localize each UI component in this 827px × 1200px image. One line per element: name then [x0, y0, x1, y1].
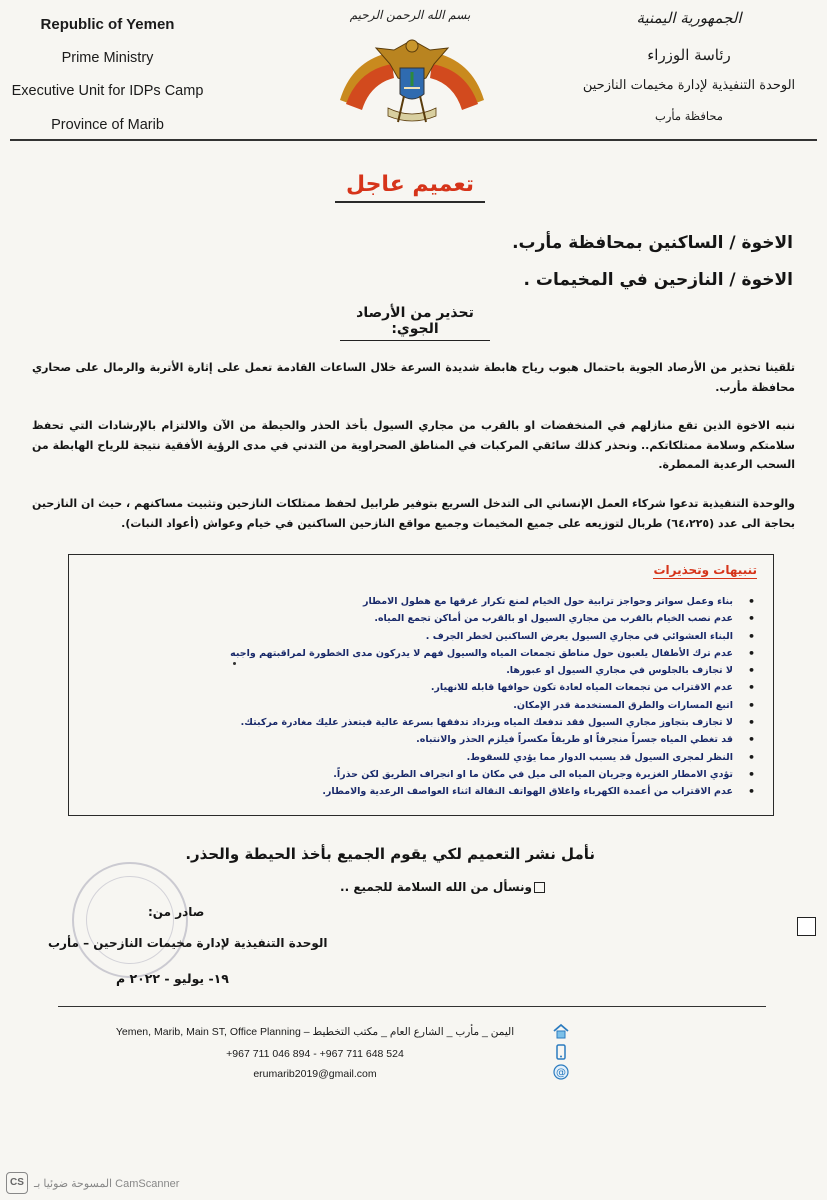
header-arabic-block [569, 4, 809, 132]
list-item: • عدم ترك الأطفال يلعبون حول مناطق تجمعات المياه والسيول فهم لا يدركون مدى الخطورة لمراقبتهم واجبه [99, 645, 759, 662]
side-checkbox[interactable] [797, 917, 816, 936]
header-province-en: Province of Marib [51, 116, 164, 133]
document-title: تعميم عاجل [335, 172, 485, 203]
header-province-ar: محافظة مأرب [655, 109, 723, 123]
list-item: • البناء العشوائي في مجاري السيول يعرض الساكنين لخطر الجرف . [99, 628, 759, 645]
list-item: • قد تغطي المياه جسراً منجرفاً او طريقاً مكسراً فيلزم الحذر والانتباه. [99, 731, 759, 748]
email-icon [552, 1063, 570, 1081]
issuer-name: الوحدة التنفيذية لإدارة مخيمات النازحين – مأرب [48, 936, 328, 950]
list-item: • لا تجازف بالجلوس في مجاري السيول او عبورها. [99, 662, 759, 679]
warning-heading: تحذير من الأرصاد الجوي: [340, 305, 490, 341]
closing-statement: نأمل نشر التعميم لكي يقوم الجميع بأخذ الحيطة والحذر. [185, 845, 595, 863]
list-item: • عدم نصب الخيام بالقرب من مجاري السيول او بالقرب من أماكن تجمع المياه. [99, 610, 759, 627]
home-icon [552, 1022, 570, 1040]
basmala: بسم الله الرحمن الرحيم [349, 8, 471, 22]
footer-phones: +967 711 046 894 - +967 711 648 524 [226, 1048, 404, 1060]
phone-icon [552, 1043, 570, 1061]
camscanner-label: المسوحة ضوئيا بـ CamScanner [34, 1177, 180, 1190]
list-item: • النظر لمجرى السيول قد يسبب الدوار مما يؤدي للسقوط. [99, 749, 759, 766]
header-divider [10, 139, 817, 141]
header-english-block [0, 8, 215, 142]
issued-by-label: صادر من: [148, 905, 205, 919]
notes-list [99, 593, 759, 801]
header-country-ar: الجمهورية اليمنية [636, 9, 742, 27]
footer-address: Yemen, Marib, Main ST, Office Planning – اليمن _ مأرب _ الشارع العام _ مكتب التخطيط [115, 1026, 515, 1038]
issue-date: ١٩- يوليو - ٢٠٢٢ م [116, 971, 229, 986]
header-unit-en: Executive Unit for IDPs Camp [11, 83, 204, 99]
prayer-line [340, 880, 545, 894]
svg-text:@: @ [556, 1067, 566, 1079]
list-item: • تؤدي الامطار الغزيرة وجريان المياه الى ميل في مكان ما او انجراف الطريق لكن حذراً. [99, 766, 759, 783]
notes-box [68, 554, 774, 816]
prayer-text: ونسأل من الله السلامة للجميع .. [340, 880, 532, 894]
stray-dot [233, 662, 236, 665]
list-item: • لا تجازف بتجاوز مجاري السيول فقد تدفعك المياه ويزداد تدفقها بسرعة عالية فيتعذر عليك مغادرة مركبتك. [99, 714, 759, 731]
list-item: • بناء وعمل سواتر وحواجز ترابية حول الخيام لمنع تكرار غرقها مع هطول الامطار [99, 593, 759, 610]
paragraph-forecast: تلقينا تحذير من الأرصاد الجوية باحتمال هبوب رياح هابطة شديدة السرعة خلال الساعات القادمة تعمل على إثارة الأتربة والرمال على صحاري محافظة مأرب. [32, 361, 795, 394]
list-item: • عدم الاقتراب من أعمدة الكهرباء واغلاق الهواتف النقالة اثناء العواصف الرعدية والامطار. [99, 783, 759, 800]
official-stamp [72, 862, 188, 978]
addressee-displaced: الاخوة / النازحين في المخيمات . [523, 270, 793, 290]
addressee-residents: الاخوة / الساكنين بمحافظة مأرب. [512, 233, 793, 253]
checkbox-icon[interactable] [534, 882, 545, 893]
camscanner-watermark [6, 1172, 179, 1194]
list-item: • عدم الاقتراب من تجمعات المياه لعادة تكون حوافها قابله للانهيار. [99, 679, 759, 696]
header-unit-ar: الوحدة التنفيذية لإدارة مخيمات النازحين [582, 78, 796, 93]
yemen-eagle-emblem-icon [332, 30, 492, 130]
camscanner-logo: CS [6, 1172, 28, 1194]
list-item: • اتبع المسارات والطرق المستخدمة قدر الإمكان. [99, 697, 759, 714]
paragraph-appeal: والوحدة التنفيذية تدعوا شركاء العمل الإنساني الى التدخل السريع بتوفير طرابيل لحفظ ممتلكات النازحين وتثبيت مساكنهم ، حيث ان النازحين بحاجة الى عدد (٦٤،٢٢٥) طربال لتوزيعه على جميع المخيمات وجميع مواقع النازحين الساكنين في خيام وعواش (أعواد النبات). [32, 497, 795, 530]
footer-email[interactable]: erumarib2019@gmail.com [253, 1068, 377, 1080]
header-ministry-ar: رئاسة الوزراء [647, 46, 731, 64]
paragraph-caution: ننبه الاخوة الذين تقع منازلهم في المنخفضات او بالقرب من مجاري السيول بأخذ الحذر والحيطة من الآن والالتزام بالإرشادات التي تحفظ سلامتكم وسلامة ممتلكاتكم.. ونحذر كذلك سائقي المركبات في المناطق الصحراوية من التدني في مدى الرؤية الأفقية نتيجة للرياح الهابطة من السحب الرعدية الممطرة. [32, 419, 795, 471]
header-ministry-en: Prime Ministry [61, 49, 154, 66]
footer-divider [58, 1006, 766, 1007]
header-country-en: Republic of Yemen [40, 16, 175, 33]
notes-title: تنبيهات وتحذيرات [653, 563, 757, 577]
